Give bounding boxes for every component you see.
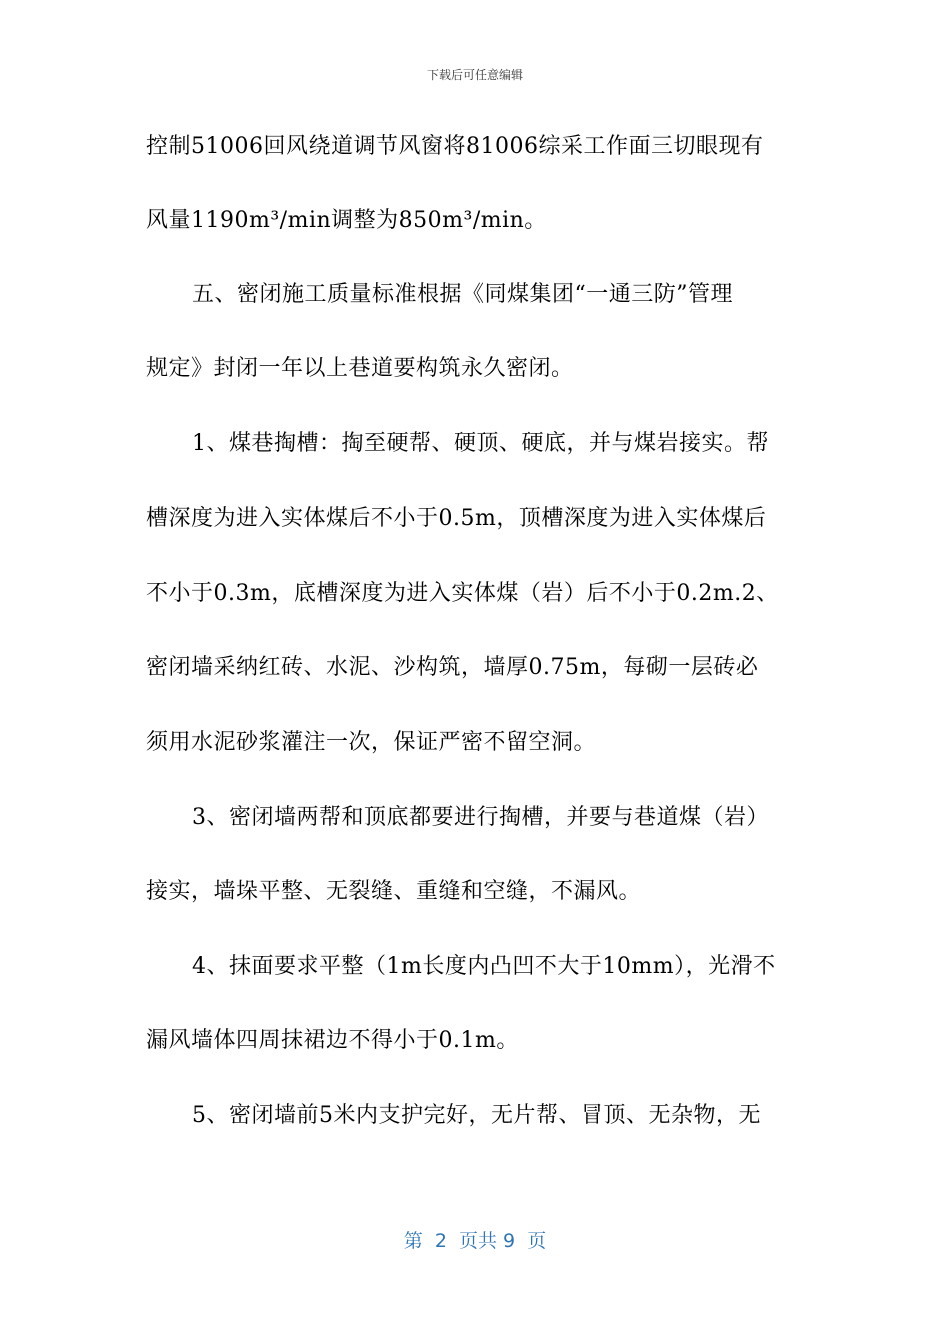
page-header-note: 下载后可任意编辑 [426,68,523,82]
body-line: 3、密闭墙两帮和顶底都要进行掏槽，并要与巷道煤（岩） [192,805,769,830]
body-line: 接实，墙垛平整、无裂缝、重缝和空缝，不漏风。 [146,879,642,904]
page-number-footer: 第 2 页共 9 页 [403,1230,547,1252]
body-line: 漏风墙体四周抹裙边不得小于0.1m。 [146,1028,519,1053]
body-line: 4、抹面要求平整（1m长度内凸凹不大于10mm），光滑不 [192,954,776,979]
body-line: 不小于0.3m，底槽深度为进入实体煤（岩）后不小于0.2m.2、 [146,581,779,606]
body-line: 风量1190m³/min调整为850m³/min。 [146,208,547,233]
body-line: 五、密闭施工质量标准根据《同煤集团“一通三防”管理 [192,282,733,307]
body-line: 1、煤巷掏槽：掏至硬帮、硬顶、硬底，并与煤岩接实。帮 [192,431,769,456]
body-line: 控制51006回风绕道调节风窗将81006综采工作面三切眼现有 [146,134,764,159]
body-line: 密闭墙采纳红砖、水泥、沙构筑，墙厚0.75m，每砌一层砖必 [146,655,759,680]
body-line: 须用水泥砂浆灌注一次，保证严密不留空洞。 [146,730,597,755]
body-line: 5、密闭墙前5米内支护完好，无片帮、冒顶、无杂物，无 [192,1103,761,1128]
body-line: 槽深度为进入实体煤后不小于0.5m，顶槽深度为进入实体煤后 [146,506,767,531]
body-line: 规定》封闭一年以上巷道要构筑永久密闭。 [146,356,574,381]
